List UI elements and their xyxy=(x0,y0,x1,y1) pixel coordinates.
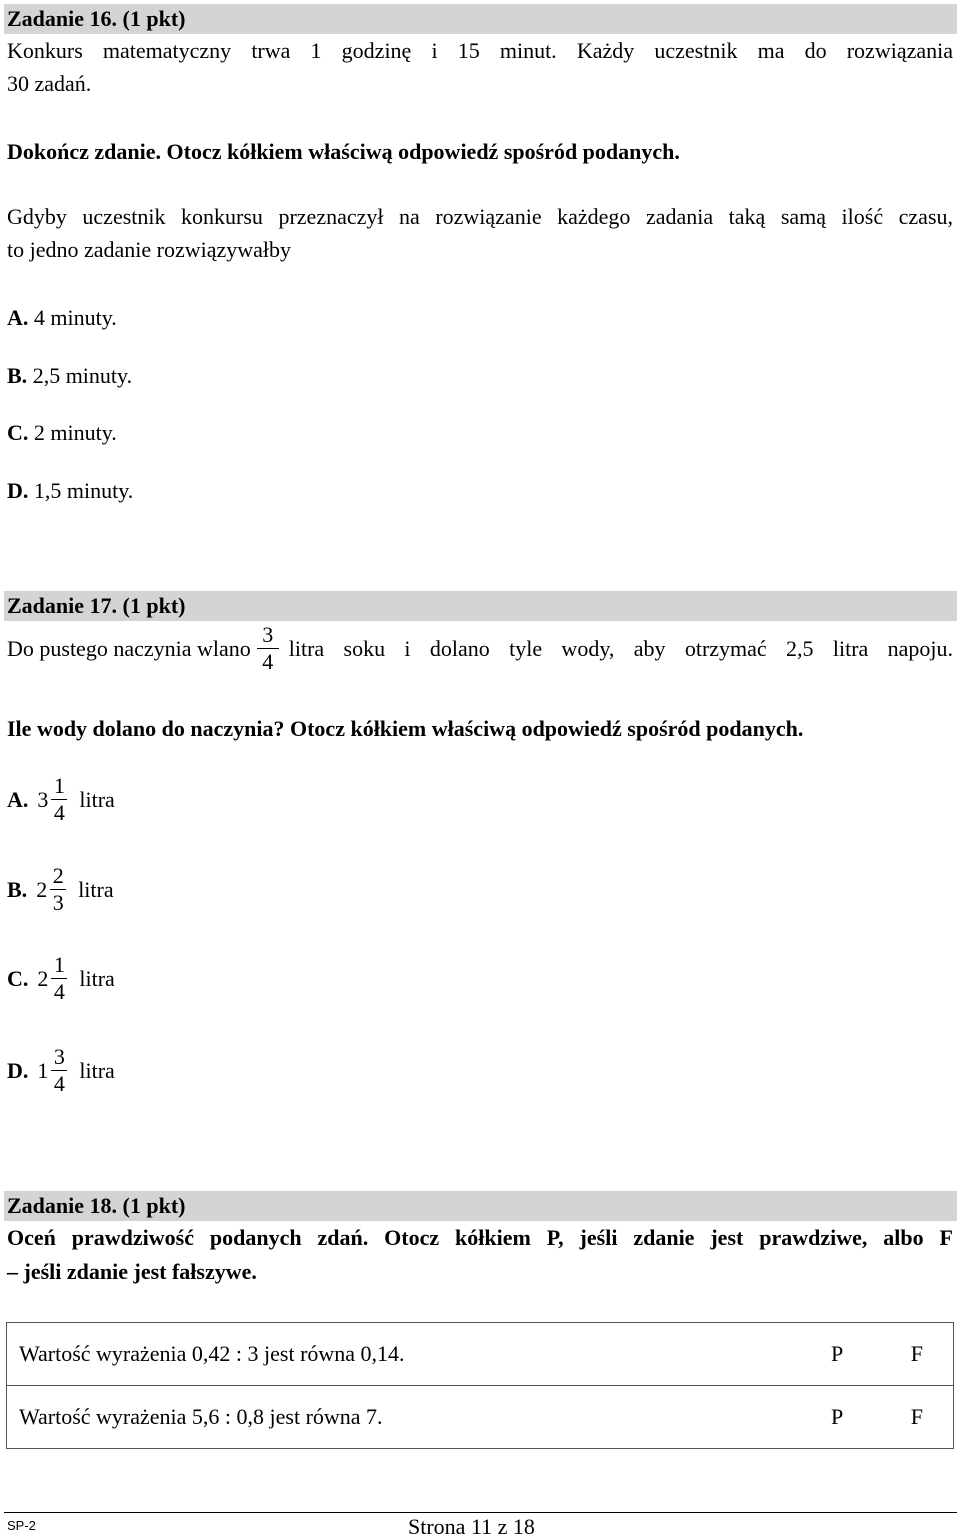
task17-text-after: litra soku i dolano tyle wody, aby otrzymać 2,5 litra napoju. xyxy=(288,635,953,661)
page-number: Strona 11 z 18 xyxy=(408,1514,535,1539)
option-letter: B. xyxy=(7,876,28,902)
task16-option-c[interactable] xyxy=(7,420,117,446)
task17-question: Ile wody dolano do naczynia? Otocz kółkiem właściwą odpowiedź spośród podanych. xyxy=(7,716,804,741)
fraction-numerator: 1 xyxy=(53,952,65,977)
footer-code: SP-2 xyxy=(7,1518,36,1533)
option-text: 2,5 minuty. xyxy=(32,363,133,388)
task18-instruction-line1: Oceń prawdziwość podanych zdań. Otocz kółkiem P, jeśli zdanie jest prawdziwe, albo F xyxy=(7,1225,953,1250)
fraction-numerator: 3 xyxy=(262,622,274,647)
fraction-denominator: 4 xyxy=(53,800,65,825)
task16-text-line1: Konkurs matematyczny trwa 1 godzinę i 15 minut. Każdy uczestnik ma do rozwiązania xyxy=(7,38,953,63)
task16-instruction: Dokończ zdanie. Otocz kółkiem właściwą odpowiedź spośród podanych. xyxy=(7,139,680,164)
option-whole: 2 xyxy=(37,965,49,991)
statement-cell: Wartość wyrażenia 5,6 : 0,8 jest równa 7. xyxy=(7,1386,824,1449)
answer-f[interactable]: F xyxy=(910,1404,923,1429)
fraction-denominator: 4 xyxy=(53,979,65,1004)
option-letter: D. xyxy=(7,1057,29,1083)
task18-header: Zadanie 18. (1 pkt) xyxy=(7,1193,186,1218)
answer-cell xyxy=(823,1386,954,1449)
task16-text-line2: 30 zadań. xyxy=(7,71,92,96)
fraction-numerator: 3 xyxy=(53,1044,65,1069)
task17-fraction xyxy=(257,622,279,675)
answer-cell xyxy=(823,1323,954,1386)
answer-p[interactable]: P xyxy=(831,1404,844,1429)
option-letter: C. xyxy=(7,420,29,445)
task17-text-before: Do pustego naczynia wlano xyxy=(7,635,251,661)
task17-option-a[interactable] xyxy=(7,773,115,826)
option-text: 2 minuty. xyxy=(33,420,117,445)
option-unit: litra xyxy=(79,1057,115,1083)
fraction-numerator: 2 xyxy=(52,863,64,888)
footer-divider xyxy=(4,1512,957,1513)
table-row xyxy=(7,1386,954,1449)
option-letter: C. xyxy=(7,965,29,991)
option-fraction xyxy=(51,1044,67,1097)
option-whole: 1 xyxy=(37,1057,49,1083)
option-unit: litra xyxy=(79,786,115,812)
task17-option-d[interactable] xyxy=(7,1044,115,1097)
fraction-denominator: 3 xyxy=(52,890,64,915)
option-letter: D. xyxy=(7,478,29,503)
answer-f[interactable]: F xyxy=(910,1341,923,1366)
true-false-table xyxy=(6,1322,954,1449)
option-fraction xyxy=(51,773,67,826)
fraction-denominator: 4 xyxy=(262,649,274,674)
task17-text-line xyxy=(7,622,953,675)
option-fraction xyxy=(51,952,67,1005)
option-letter: A. xyxy=(7,786,29,812)
option-text: 1,5 minuty. xyxy=(33,478,134,503)
option-whole: 3 xyxy=(37,786,49,812)
fraction-numerator: 1 xyxy=(53,773,65,798)
option-fraction xyxy=(50,863,66,916)
task16-question-line2: to jedno zadanie rozwiązywałby xyxy=(7,237,292,262)
task17-option-b[interactable] xyxy=(7,863,114,916)
task16-header: Zadanie 16. (1 pkt) xyxy=(7,6,186,31)
statement-cell: Wartość wyrażenia 0,42 : 3 jest równa 0,14. xyxy=(7,1323,824,1386)
task17-header: Zadanie 17. (1 pkt) xyxy=(7,593,186,618)
table-row xyxy=(7,1323,954,1386)
task17-option-c[interactable] xyxy=(7,952,115,1005)
task16-question-line1: Gdyby uczestnik konkursu przeznaczył na rozwiązanie każdego zadania taką samą ilość czasu, xyxy=(7,204,953,229)
task16-option-d[interactable] xyxy=(7,478,133,504)
option-letter: B. xyxy=(7,363,28,388)
task16-option-a[interactable] xyxy=(7,305,117,331)
option-unit: litra xyxy=(79,965,115,991)
option-letter: A. xyxy=(7,305,29,330)
option-whole: 2 xyxy=(36,876,48,902)
task18-instruction-line2: – jeśli zdanie jest fałszywe. xyxy=(7,1259,257,1284)
option-text: 4 minuty. xyxy=(33,305,117,330)
fraction-denominator: 4 xyxy=(53,1071,65,1096)
task16-option-b[interactable] xyxy=(7,363,132,389)
answer-p[interactable]: P xyxy=(831,1341,844,1366)
option-unit: litra xyxy=(78,876,114,902)
